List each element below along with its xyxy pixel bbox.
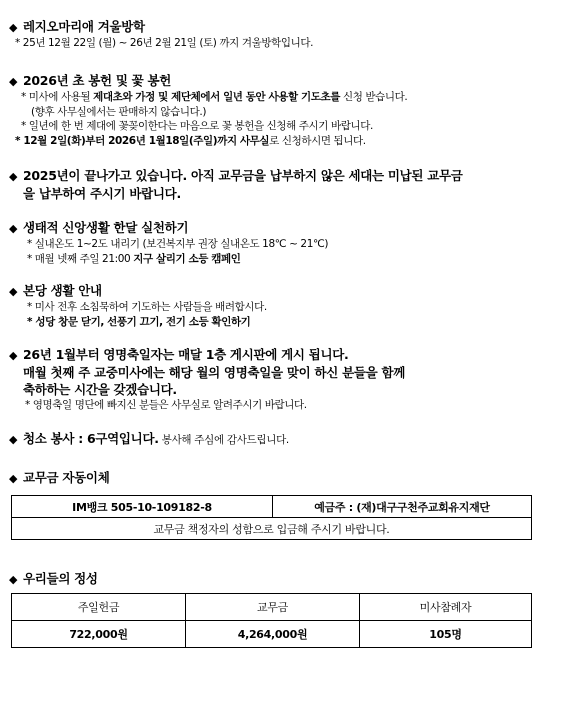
section-cleaning [9,430,554,449]
diamond-bullet-icon: ◆ [9,349,18,362]
flower-line: * 일년에 한 번 제대에 꽃꽂이한다는 마음으로 꽃 봉헌을 신청해 주시기 바랍니다. [21,120,373,132]
section-eco [9,219,554,266]
nameday-note: * 영명축일 명단에 빠지신 분들은 사무실로 알려주시기 바랍니다. [25,399,307,411]
section-vacation [9,18,554,51]
section-title: ◆ 레지오마리애 겨울방학 [9,19,145,34]
section-title: ◆ 교무금 자동이체 [9,470,110,485]
section-title: ◆ 본당 생활 안내 [9,283,102,298]
header-dues: 교무금 [186,594,360,621]
value-sunday-collection: 722,000원 [12,621,186,648]
section-dues [9,167,554,202]
dues-line-2: 을 납부하여 주시기 바랍니다. [23,186,181,201]
value-attendance: 105명 [360,621,532,648]
section-candles [9,72,554,148]
eco-temperature: * 실내온도 1~2도 내리기 (보건복지부 권장 실내온도 18℃ ~ 21℃) [27,238,329,250]
eco-campaign: * 매월 넷째 주일 21:00 지구 살리기 소등 캠페인 [27,252,241,265]
account-holder: 예금주 : (재)대구구천주교회유지재단 [273,496,532,518]
diamond-bullet-icon: ◆ [9,222,18,235]
header-sunday-collection: 주일헌금 [12,594,186,621]
nameday-line-2: 매월 첫째 주 교중미사에는 해당 월의 영명축일을 맞이 하신 분들을 함께 [23,365,405,380]
candle-note: (향후 사무실에서는 판매하지 않습니다.) [31,105,207,118]
dues-line: ◆ 2025년이 끝나가고 있습니다. 아직 교무금을 납부하지 않은 세대는 미납된 교무금 [9,168,463,183]
section-title: ◆ 우리들의 정성 [9,571,98,586]
etiquette-checks: * 성당 창문 닫기, 선풍기 끄기, 전기 소등 확인하기 [27,315,251,328]
section-title: ◆ 생태적 신앙생활 한달 실천하기 [9,220,189,235]
etiquette-silence: * 미사 전후 소침묵하여 기도하는 사람들을 배려합시다. [27,301,267,313]
cleaning-line: ◆ 청소 봉사 : 6구역입니다. 봉사해 주심에 감사드립니다. [9,431,289,446]
candle-line: * 미사에 사용될 제대초와 가정 및 제단체에서 일년 동안 사용할 기도초를 신청 받습니다. [21,91,408,103]
section-title: ◆ 2026년 초 봉헌 및 꽃 봉헌 [9,73,172,88]
bank-account: IM뱅크 505-10-109182-8 [12,496,273,518]
section-offerings [9,570,554,588]
table-row [12,621,532,648]
diamond-bullet-icon: ◆ [9,75,18,88]
nameday-line-3: 축하하는 시간을 갖겠습니다. [23,382,177,397]
value-dues: 4,264,000원 [186,621,360,648]
table-header-row [12,594,532,621]
diamond-bullet-icon: ◆ [9,170,18,183]
header-attendance: 미사참례자 [360,594,532,621]
nameday-line: ◆ 26년 1월부터 영명축일자는 매달 1층 게시판에 게시 됩니다. [9,347,349,362]
diamond-bullet-icon: ◆ [9,472,18,485]
diamond-bullet-icon: ◆ [9,433,18,446]
section-namedays [9,346,554,413]
vacation-dates: * 25년 12월 22일 (월) ~ 26년 2월 21일 (토) 까지 겨울방학입니다. [15,37,314,49]
diamond-bullet-icon: ◆ [9,573,18,586]
autopay-table [11,495,532,540]
section-etiquette [9,282,554,329]
diamond-bullet-icon: ◆ [9,21,18,34]
autopay-note: 교무금 책정자의 성함으로 입금해 주시기 바랍니다. [12,518,532,540]
section-autopay [9,469,554,487]
candle-period: * 12월 2일(화)부터 2026년 1월18일(주일)까지 사무실로 신청하시면 됩니다. [15,134,366,147]
offerings-table [11,593,532,648]
diamond-bullet-icon: ◆ [9,285,18,298]
